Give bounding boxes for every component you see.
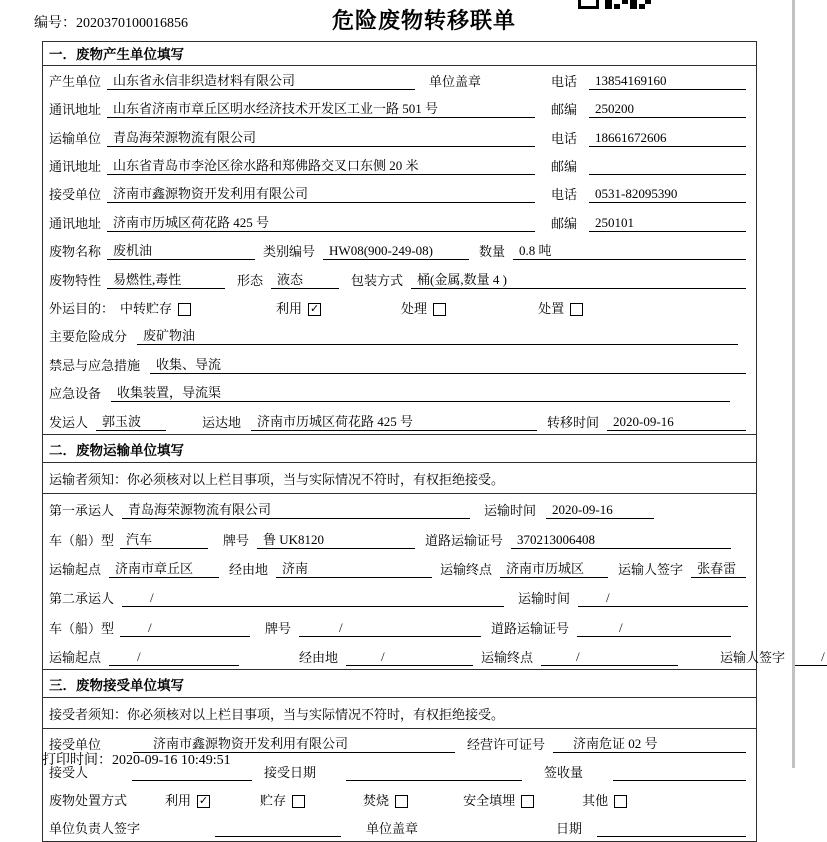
vehicle2-label: 车（船）型 xyxy=(49,620,115,636)
page-edge-strip xyxy=(792,0,795,768)
receive-unit-label: 接受单位 xyxy=(49,737,102,753)
form-value: 液态 xyxy=(271,269,339,289)
receiver-address-group xyxy=(49,212,549,232)
receive-notice: 接受者须知：你必须核对以上栏目事项，当与实际情况不符时，有权拒绝接受。 xyxy=(43,698,756,729)
row-vehicle2 xyxy=(43,611,756,640)
receiver-zip-group xyxy=(549,213,746,232)
transporter-phone-value: 18661672606 xyxy=(589,130,746,147)
transporter-address-value: 山东省青岛市李沧区徐水路和郑佛路交叉口东侧 20 米 xyxy=(107,155,535,175)
transporter-phone-label: 电话 xyxy=(551,130,578,146)
end1-value: 济南市历城区 xyxy=(500,558,608,578)
section-transport-title: 二．废物运输单位填写 xyxy=(43,435,756,463)
purpose-transfer-checkbox xyxy=(178,303,191,316)
chief-sign-label: 单位负责人签字 xyxy=(49,821,141,837)
producer-unit-group xyxy=(49,70,549,90)
row-receiver-address xyxy=(43,207,756,235)
receiver-unit-group xyxy=(49,183,549,203)
row-producer-address xyxy=(43,94,756,122)
taboo-value: 收集、导流 xyxy=(150,354,746,374)
row-shipper xyxy=(43,406,756,434)
row-equipment xyxy=(43,378,756,406)
road-cert2-label: 道路运输证号 xyxy=(491,620,570,636)
receiver-address-label: 通讯地址 xyxy=(49,215,102,231)
section-receive-title: 三．废物接受单位填写 xyxy=(43,670,756,698)
disposal-option-other xyxy=(582,790,627,809)
receipt-amount-value xyxy=(613,766,746,781)
via1-value: 济南 xyxy=(276,558,432,578)
transfer-time-label: 转移时间 xyxy=(547,414,600,430)
disposal-landfill-checkbox xyxy=(521,795,534,808)
disposal-use-label: 利用 xyxy=(165,793,192,809)
checkmark: ✓ xyxy=(309,303,320,316)
shipper-value: 郭玉波 xyxy=(96,411,166,431)
vehicle1-label: 车（船）型 xyxy=(49,532,115,548)
receiver-zip-value: 250101 xyxy=(589,215,746,232)
receive-date-label: 接受日期 xyxy=(264,765,317,781)
sign1-value: 张春雷 xyxy=(691,558,746,578)
plate1-value: 鲁 UK8120 xyxy=(257,529,415,549)
receiver-phone-label: 电话 xyxy=(551,187,578,203)
checkmark: ✓ xyxy=(198,795,209,808)
serial-value: 2020370100016856 xyxy=(76,16,188,31)
receiver-phone-value: 0531-82095390 xyxy=(589,186,746,203)
sign1-label: 运输人签字 xyxy=(618,561,684,577)
carrier1-label: 第一承运人 xyxy=(49,503,115,519)
via2-label: 经由地 xyxy=(299,649,339,665)
row-disposal xyxy=(43,785,756,813)
transport-notice: 运输者须知：你必须核对以上栏目事项，当与实际情况不符时，有权拒绝接受。 xyxy=(43,463,756,494)
origin1-label: 运输起点 xyxy=(49,561,102,577)
form-label: 形态 xyxy=(237,272,264,288)
waste-name-label: 废物名称 xyxy=(49,244,102,260)
manifest-form xyxy=(42,42,825,842)
purpose-label: 外运目的： xyxy=(49,301,115,317)
row-receiver-unit xyxy=(43,179,756,207)
transporter-address-label: 通讯地址 xyxy=(49,159,102,175)
carrier1-value: 青岛海荣源物流有限公司 xyxy=(122,499,470,519)
receiver-zip-label: 邮编 xyxy=(551,215,578,231)
category-label: 类别编号 xyxy=(263,244,316,260)
purpose-option-use xyxy=(276,298,321,317)
transporter-unit-label: 运输单位 xyxy=(49,130,102,146)
transporter-zip-value xyxy=(589,160,746,175)
transport-time2-label: 运输时间 xyxy=(518,591,571,607)
hazard-value: 废矿物油 xyxy=(137,325,738,345)
packing-value: 桶(金属,数量 4 ) xyxy=(411,269,746,289)
producer-address-label: 通讯地址 xyxy=(49,102,102,118)
section-producer xyxy=(42,41,757,436)
license-label: 经营许可证号 xyxy=(467,737,546,753)
purpose-treat-label: 处理 xyxy=(401,301,428,317)
purpose-option-dispose xyxy=(538,298,583,317)
sign2-label: 运输人签字 xyxy=(720,649,786,665)
end2-value: / xyxy=(541,649,678,666)
receive-seal-label: 单位盖章 xyxy=(366,821,419,837)
purpose-transfer-label: 中转贮存 xyxy=(120,301,173,317)
plate2-label: 牌号 xyxy=(265,620,292,636)
equipment-value: 收集装置，导流渠 xyxy=(111,382,730,402)
carrier2-label: 第二承运人 xyxy=(49,591,115,607)
serial-label: 编号： xyxy=(34,16,76,31)
origin2-label: 运输起点 xyxy=(49,649,102,665)
row-chief-sign xyxy=(43,813,756,841)
end1-label: 运输终点 xyxy=(440,561,493,577)
transport-time2-value: / xyxy=(578,590,748,607)
transporter-zip-group xyxy=(549,156,746,175)
receive-date2-label: 日期 xyxy=(556,821,583,837)
category-value: HW08(900-249-08) xyxy=(323,243,469,260)
producer-phone-group xyxy=(549,71,746,90)
receiver-unit-label: 接受单位 xyxy=(49,187,102,203)
disposal-use-checkbox xyxy=(197,795,210,808)
destination-label: 运达地 xyxy=(202,414,242,430)
row-hazard xyxy=(43,321,756,349)
transporter-unit-group xyxy=(49,127,549,147)
end2-label: 运输终点 xyxy=(481,649,534,665)
row-producer-unit xyxy=(43,66,756,94)
shipper-label: 发运人 xyxy=(49,414,89,430)
origin2-value: / xyxy=(109,649,239,666)
disposal-option-burn xyxy=(363,790,408,809)
receive-person-label: 接受人 xyxy=(49,765,89,781)
taboo-label: 禁忌与应急措施 xyxy=(49,357,141,373)
purpose-treat-checkbox xyxy=(433,303,446,316)
disposal-option-store xyxy=(260,790,305,809)
receiver-phone-group xyxy=(549,184,746,203)
via1-label: 经由地 xyxy=(229,561,269,577)
section-transport xyxy=(42,434,825,671)
license-value: 济南危证 02 号 xyxy=(553,733,746,753)
carrier2-value: / xyxy=(122,590,504,607)
section-producer-title: 一．废物产生单位填写 xyxy=(43,42,756,66)
plate2-value: / xyxy=(299,620,481,637)
chief-sign-value xyxy=(215,822,341,837)
print-time-label: 打印时间： xyxy=(42,753,112,768)
disposal-option-use xyxy=(165,790,210,809)
receive-date2-value xyxy=(597,822,746,837)
disposal-landfill-label: 安全填埋 xyxy=(463,793,516,809)
quantity-label: 数量 xyxy=(479,244,506,260)
producer-phone-value: 13854169160 xyxy=(589,73,746,90)
producer-zip-label: 邮编 xyxy=(551,102,578,118)
road-cert1-value: 370213006408 xyxy=(511,532,731,549)
disposal-store-checkbox xyxy=(292,795,305,808)
row-route1 xyxy=(43,553,756,582)
packing-label: 包装方式 xyxy=(351,272,404,288)
vehicle1-value: 汽车 xyxy=(120,529,208,549)
purpose-dispose-checkbox xyxy=(570,303,583,316)
via2-value: / xyxy=(346,649,473,666)
purpose-use-checkbox xyxy=(308,303,321,316)
producer-unit-label: 产生单位 xyxy=(49,73,102,89)
road-cert2-value: / xyxy=(577,620,731,637)
disposal-store-label: 贮存 xyxy=(260,793,287,809)
print-time-value: 2020-09-16 10:49:51 xyxy=(112,753,231,768)
receive-date-value xyxy=(346,766,522,781)
quantity-value: 0.8 吨 xyxy=(513,240,746,260)
row-carrier1 xyxy=(43,494,756,523)
producer-phone-label: 电话 xyxy=(551,73,578,89)
transporter-phone-group xyxy=(549,128,746,147)
producer-address-value: 山东省济南市章丘区明水经济技术开发区工业一路 501 号 xyxy=(107,98,535,118)
row-route2 xyxy=(43,641,825,670)
row-carrier2 xyxy=(43,582,756,611)
producer-zip-value: 250200 xyxy=(589,101,746,118)
waste-name-value: 废机油 xyxy=(107,240,255,260)
hazard-label: 主要危险成分 xyxy=(49,329,128,345)
row-waste-name xyxy=(43,236,756,264)
disposal-burn-checkbox xyxy=(395,795,408,808)
transporter-unit-value: 青岛海荣源物流有限公司 xyxy=(107,127,535,147)
producer-zip-group xyxy=(549,99,746,118)
waste-trait-label: 废物特性 xyxy=(49,272,102,288)
disposal-option-landfill xyxy=(463,790,534,809)
purpose-dispose-label: 处置 xyxy=(538,301,565,317)
receiver-unit-value: 济南市鑫源物资开发利用有限公司 xyxy=(107,183,535,203)
disposal-burn-label: 焚烧 xyxy=(363,793,390,809)
transporter-address-group xyxy=(49,155,549,175)
transfer-time-value: 2020-09-16 xyxy=(607,414,746,431)
transporter-zip-label: 邮编 xyxy=(551,159,578,175)
receive-unit-value: 济南市鑫源物资开发利用有限公司 xyxy=(133,733,455,753)
unit-seal-label: 单位盖章 xyxy=(429,73,482,89)
producer-unit-value: 山东省永信非织造材料有限公司 xyxy=(107,70,415,90)
waste-trait-value: 易燃性,毒性 xyxy=(107,269,225,289)
plate1-label: 牌号 xyxy=(223,532,250,548)
transport-time1-value: 2020-09-16 xyxy=(546,502,654,519)
equipment-label: 应急设备 xyxy=(49,386,102,402)
row-taboo xyxy=(43,349,756,377)
disposal-label: 废物处置方式 xyxy=(49,793,128,809)
row-transporter-address xyxy=(43,151,756,179)
transport-time1-label: 运输时间 xyxy=(484,503,537,519)
purpose-use-label: 利用 xyxy=(276,301,303,317)
disposal-other-label: 其他 xyxy=(582,793,609,809)
purpose-option-treat xyxy=(401,298,446,317)
vehicle2-value: / xyxy=(120,620,250,637)
page-title: 危险废物转移联单 xyxy=(331,8,516,33)
row-transporter-unit xyxy=(43,122,756,150)
qr-code-fragment xyxy=(578,0,652,9)
producer-address-group xyxy=(49,98,549,118)
sign2-value: / xyxy=(793,649,827,666)
receipt-amount-label: 签收量 xyxy=(544,765,584,781)
destination-value: 济南市历城区荷花路 425 号 xyxy=(251,411,537,431)
row-waste-trait xyxy=(43,264,756,292)
origin1-value: 济南市章丘区 xyxy=(109,558,219,578)
receiver-address-value: 济南市历城区荷花路 425 号 xyxy=(107,212,535,232)
purpose-option-transfer xyxy=(120,298,191,317)
print-time xyxy=(42,749,231,769)
disposal-other-checkbox xyxy=(614,795,627,808)
row-vehicle1 xyxy=(43,523,756,552)
row-purpose xyxy=(43,293,756,321)
road-cert1-label: 道路运输证号 xyxy=(425,532,504,548)
